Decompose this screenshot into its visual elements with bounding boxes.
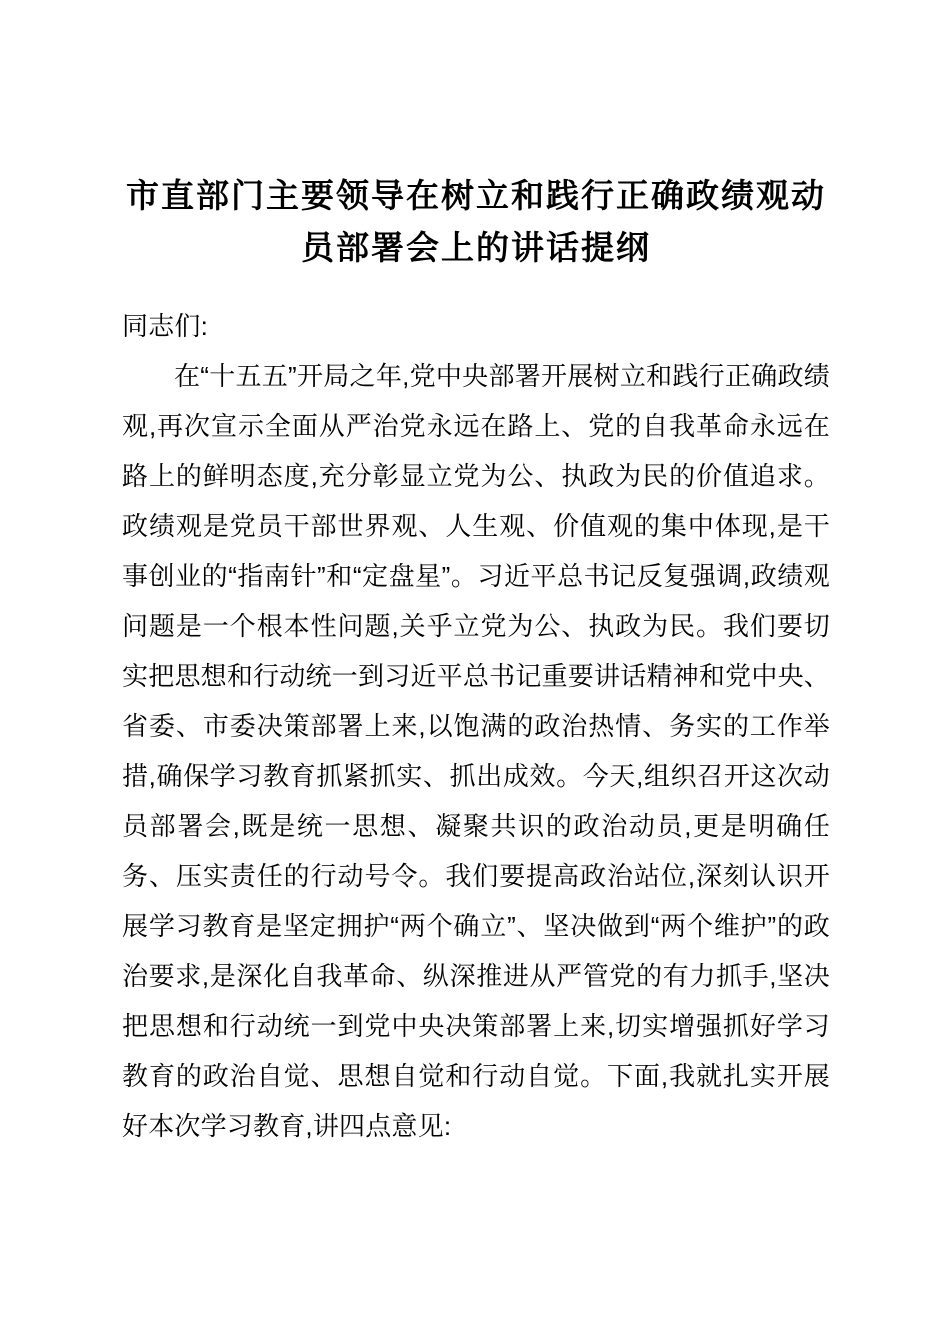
body-paragraph: 在“十五五”开局之年,党中央部署开展树立和践行正确政绩观,再次宣示全面从严治党永远在路上、党的自我革命永远在路上的鲜明态度,充分彰显立党为公、执政为民的价值追求。政绩观是党员干部世界观、人生观、价值观的集中体现,是干事创业的“指南针”和“定盘星”。习近平总书记反复强调,政绩观问题是一个根本性问题,关乎立党为公、执政为民。我们要切实把思想和行动统一到习近平总书记重要讲话精神和党中央、省委、市委决策部署上来,以饱满的政治热情、务实的工作举措,确保学习教育抓紧抓实、抓出成效。今天,组织召开这次动员部署会,既是统一思想、凝聚共识的政治动员,更是明确任务、压实责任的行动号令。我们要提高政治站位,深刻认识开展学习教育是坚定拥护“两个确立”、坚决做到“两个维护”的政治要求,是深化自我革命、纵深推进从严管党的有力抓手,坚决把思想和行动统一到党中央决策部署上来,切实增强抓好学习教育的政治自觉、思想自觉和行动自觉。下面,我就扎实开展好本次学习教育,讲四点意见: [122, 361, 830, 1141]
document-title: 市直部门主要领导在树立和践行正确政绩观动员部署会上的讲话提纲 [126, 177, 826, 266]
salutation: 同志们: [122, 311, 209, 341]
